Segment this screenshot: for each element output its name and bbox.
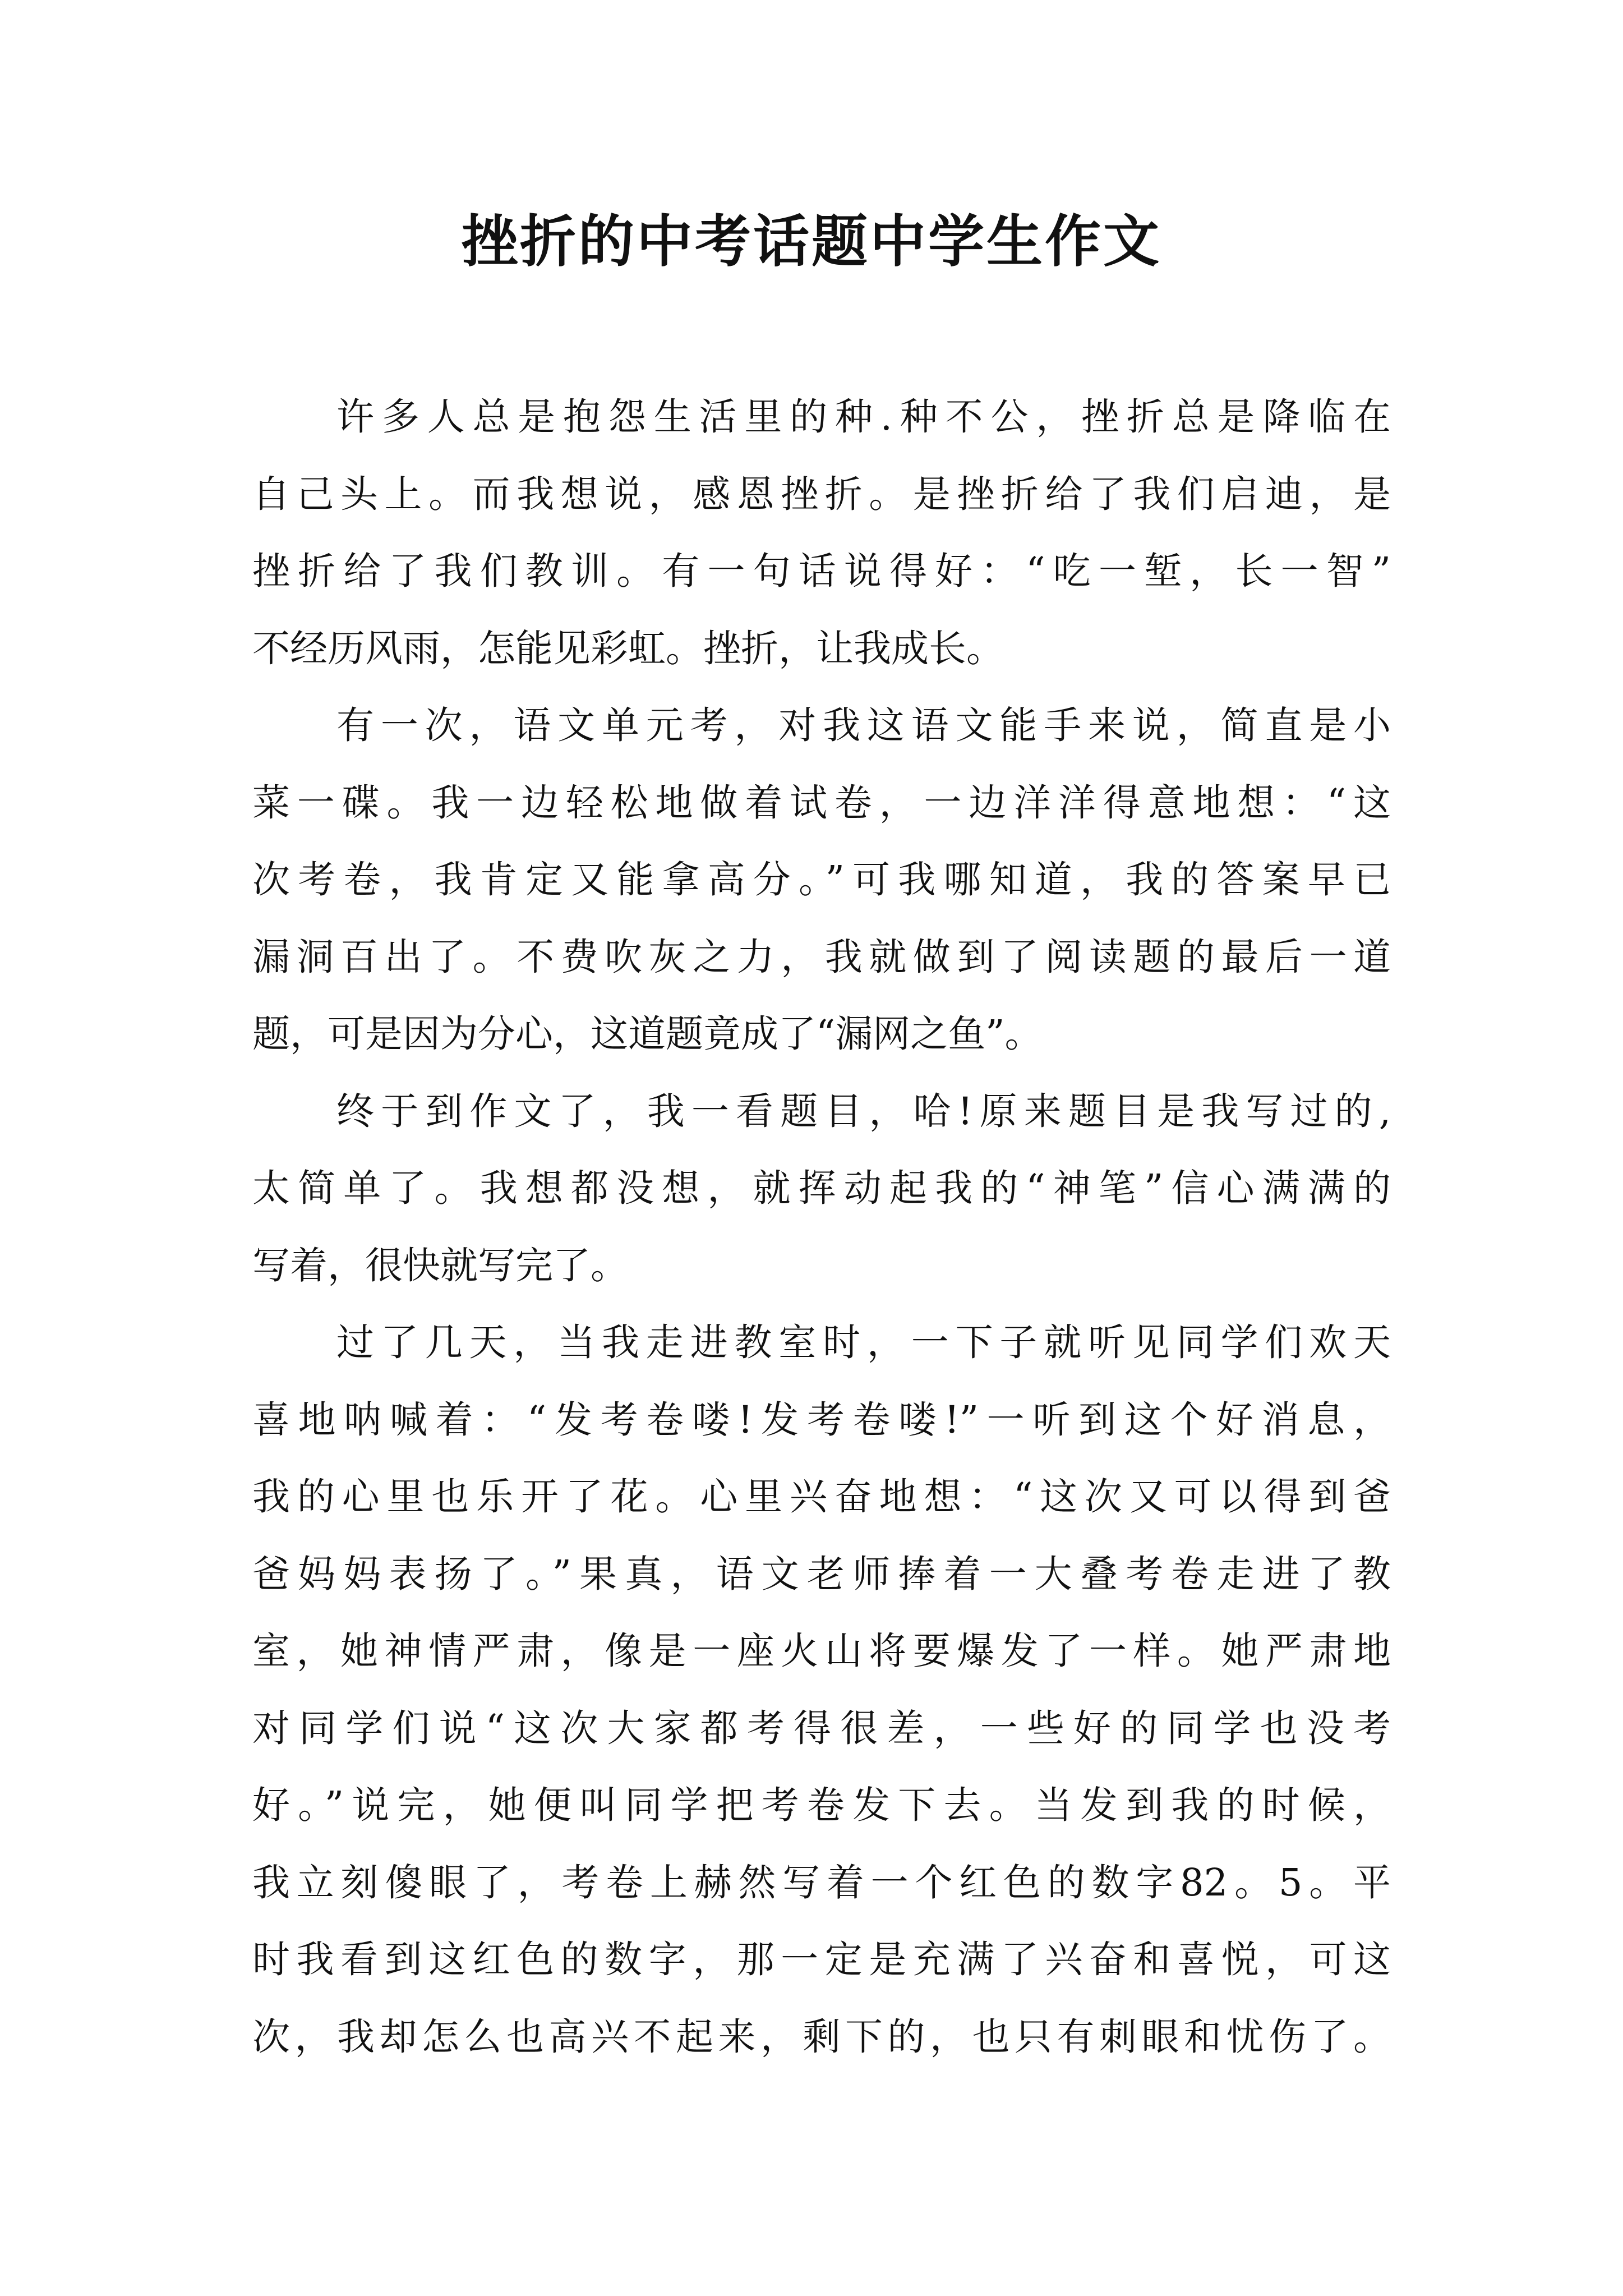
paragraph-1-line: 自己头上。而我想说，感恩挫折。是挫折给了我们启迪，是 bbox=[252, 472, 1391, 516]
paragraph-4-line: 室，她神情严肃，像是一座火山将要爆发了一样。她严肃地 bbox=[252, 1629, 1391, 1673]
paragraph-2-line: 次考卷，我肯定又能拿高分。”可我哪知道，我的答案早已 bbox=[252, 858, 1391, 901]
paragraph-4-line: 我的心里也乐开了花。心里兴奋地想：“这次又可以得到爸 bbox=[252, 1475, 1391, 1519]
paragraph-4-line: 爸妈妈表扬了。”果真，语文老师捧着一大叠考卷走进了教 bbox=[252, 1552, 1391, 1596]
paragraph-1-line: 挫折给了我们教训。有一句话说得好：“吃一堑，长一智” bbox=[252, 549, 1391, 593]
paragraph-4-line: 我立刻傻眼了，考卷上赫然写着一个红色的数字82。5。平 bbox=[252, 1860, 1391, 1904]
paragraph-3-line: 终于到作文了，我一看题目，哈!原来题目是我写过的, bbox=[336, 1089, 1391, 1133]
paragraph-3-line: 写着，很快就写完了。 bbox=[252, 1243, 628, 1287]
paragraph-4-line: 喜地呐喊着：“发考卷喽!发考卷喽!”一听到这个好消息， bbox=[252, 1397, 1391, 1442]
paragraph-3-line: 太简单了。我想都没想，就挥动起我的“神笔”信心满满的 bbox=[252, 1166, 1391, 1210]
paragraph-1-line: 许多人总是抱怨生活里的种.种不公，挫折总是降临在 bbox=[336, 395, 1391, 439]
paragraph-4-line: 次，我却怎么也高兴不起来，剩下的，也只有刺眼和忧伤了。 bbox=[252, 2014, 1391, 2059]
paragraph-2-line: 漏洞百出了。不费吹灰之力，我就做到了阅读题的最后一道 bbox=[252, 935, 1391, 979]
paragraph-4-line: 过了几天，当我走进教室时，一下子就听见同学们欢天 bbox=[336, 1320, 1391, 1364]
document-title: 挫折的中考话题中学生作文 bbox=[462, 208, 1161, 274]
paragraph-2-line: 有一次，语文单元考，对我这语文能手来说，简直是小 bbox=[336, 703, 1391, 747]
paragraph-4-line: 对同学们说“这次大家都考得很差，一些好的同学也没考 bbox=[252, 1706, 1391, 1750]
paragraph-2-line: 题，可是因为分心，这道题竟成了“漏网之鱼”。 bbox=[252, 1012, 1043, 1056]
essay-body bbox=[252, 379, 1391, 2076]
paragraph-2-line: 菜一碟。我一边轻松地做着试卷，一边洋洋得意地想：“这 bbox=[252, 780, 1391, 825]
paragraph-4-line: 时我看到这红色的数字，那一定是充满了兴奋和喜悦，可这 bbox=[252, 1938, 1391, 1981]
paragraph-4-line: 好。”说完，她便叫同学把考卷发下去。当发到我的时候， bbox=[252, 1783, 1391, 1827]
paragraph-1-line: 不经历风雨，怎能见彩虹。挫折，让我成长。 bbox=[252, 626, 1004, 670]
